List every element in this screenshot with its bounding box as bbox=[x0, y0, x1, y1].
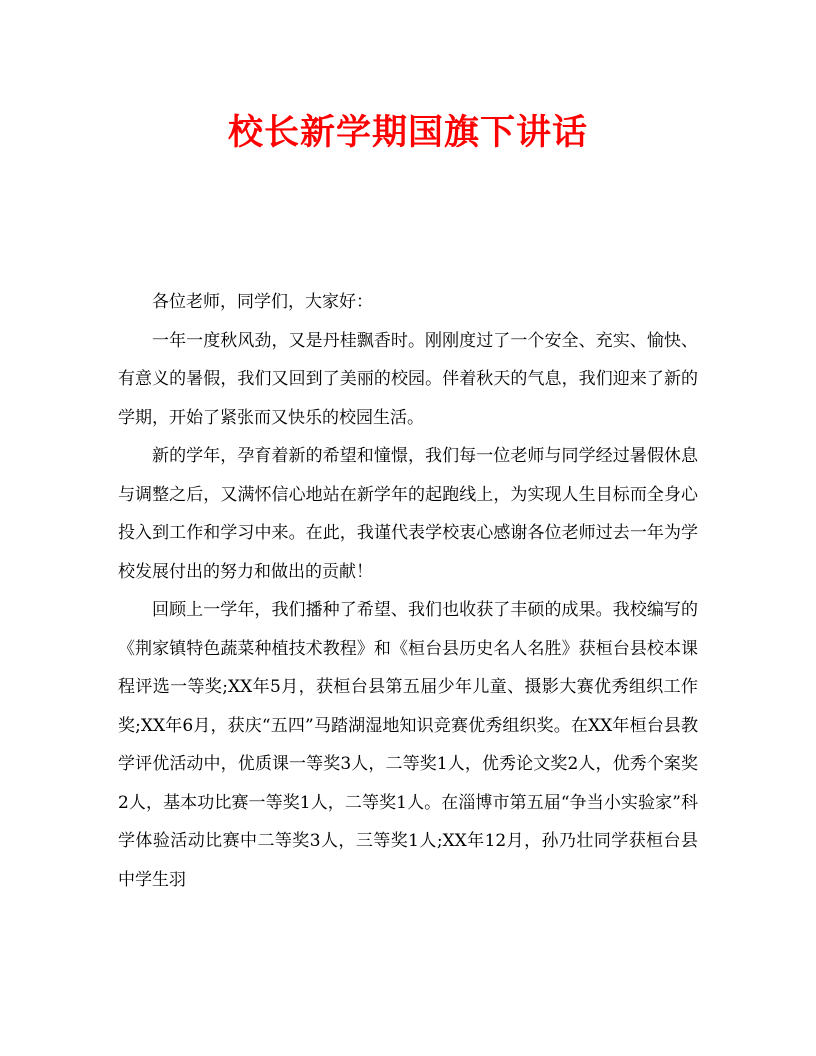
body-paragraph: 新的学年，孕育着新的希望和憧憬，我们每一位老师与同学经过暑假休息与调整之后，又满怀信心地站在新学年的起跑线上，为实现人生目标而全身心投入到工作和学习中来。在此，我谨代表学校衷心感谢各位老师过去一年为学校发展付出的努力和做出的贡献！ bbox=[118, 446, 698, 582]
body-paragraph: 回顾上一学年，我们播种了希望、我们也收获了丰硕的成果。我校编写的《荆家镇特色蔬菜种植技术教程》和《桓台县历史名人名胜》获桓台县校本课程评选一等奖;XX年5月，获桓台县第五届少年儿童、摄影大赛优秀组织工作奖;XX年6月，获庆“五四”马踏湖湿地知识竞赛优秀组织奖。在XX年桓台县教学评优活动中，优质课一等奖3人，二等奖1人，优秀论文奖2人，优秀个案奖2人，基本功比赛一等奖1人，二等奖1人。在淄博市第五届“争当小实验家”科学体验活动比赛中二等奖3人，三等奖1人;XX年12月，孙乃壮同学获桓台县中学生羽 bbox=[118, 600, 698, 890]
greeting-paragraph: 各位老师，同学们，大家好： bbox=[152, 292, 373, 312]
document-title: 校长新学期国旗下讲话 bbox=[227, 112, 588, 153]
body-paragraph: 一年一度秋风劲，又是丹桂飘香时。刚刚度过了一个安全、充实、愉快、有意义的暑假，我们又回到了美丽的校园。伴着秋天的气息，我们迎来了新的学期，开始了紧张而又快乐的校园生活。 bbox=[118, 330, 698, 428]
document-body bbox=[118, 283, 698, 899]
